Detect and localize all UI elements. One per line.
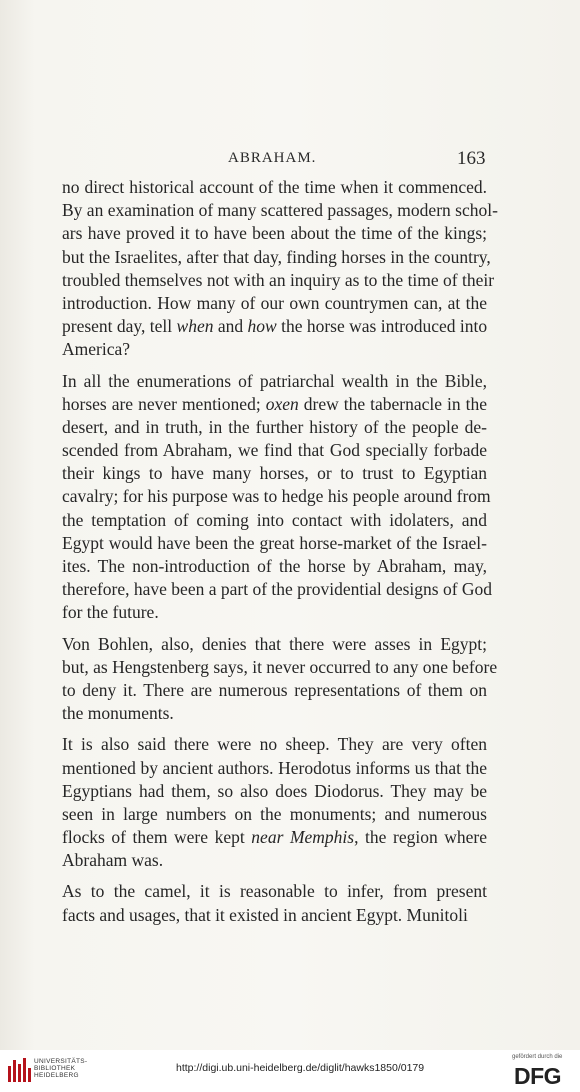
text-line: Egypt would have been the great horse-market of the Israel-: [62, 532, 487, 553]
text-line: cavalry; for his purpose was to hedge his people around from: [62, 486, 491, 507]
text-line: no direct historical account of the time when it commenced.: [62, 177, 487, 197]
text-line: seen in large numbers on the monuments; and numerous: [62, 803, 487, 824]
text-line: the monuments.: [62, 703, 174, 724]
text-line: Abraham was.: [62, 850, 164, 871]
text-line: ites. The non-introduction of the horse by Abraham, may,: [62, 556, 487, 576]
text-line: present day, tell when and how the horse was introduced into: [62, 316, 488, 337]
text-line: ars have proved it to have been about the time of the kings;: [62, 223, 487, 244]
funded-by-label: gefördert durch die: [512, 1054, 563, 1060]
text-line: Von Bohlen, also, denies that there were asses in Egypt;: [62, 633, 487, 654]
text-line: flocks of them were kept near Memphis, the region where: [62, 827, 488, 848]
paragraph-gap: [62, 625, 487, 633]
library-name-line: UNIVERSITÄTS-: [34, 1058, 88, 1065]
text-line: mentioned by ancient authors. Herodotus informs us that the: [62, 757, 487, 778]
paragraph-gap: [62, 725, 487, 733]
paragraph-gap: [62, 872, 487, 880]
text-line: therefore, have been a part of the providential designs of God: [62, 579, 493, 600]
text-line: the temptation of coming into contact with idolaters, and: [62, 509, 487, 530]
text-line: In all the enumerations of patriarchal wealth in the Bible,: [62, 370, 487, 391]
library-name-line: BIBLIOTHEK: [34, 1065, 76, 1072]
text-line: for the future.: [62, 602, 159, 623]
text-line: It is also said there were no sheep. They are very often: [62, 734, 487, 755]
text-line: but, as Hengstenberg says, it never occurred to any one before: [62, 656, 498, 677]
page-number: 163: [457, 148, 486, 169]
library-name-line: HEIDELBERG: [34, 1072, 79, 1079]
text-line: America?: [62, 339, 131, 360]
running-head: [0, 148, 580, 172]
text-line: troubled themselves not with an inquiry as to the time of their: [62, 269, 495, 290]
paragraph-gap: [62, 362, 487, 370]
text-line: introduction. How many of our own countrymen can, at the: [62, 292, 487, 313]
permalink-url[interactable]: http://digi.ub.uni-heidelberg.de/diglit/hawks1850/0179: [176, 1062, 425, 1074]
text-line: As to the camel, it is reasonable to infer, from present: [62, 881, 487, 902]
text-line: to deny it. There are numerous representations of them on: [62, 679, 487, 700]
text-line: but the Israelites, after that day, finding horses in the country,: [62, 246, 491, 267]
running-head-title: ABRAHAM.: [228, 150, 317, 166]
text-line: Egyptians had them, so also does Diodorus. They may be: [62, 780, 487, 801]
body-text: [62, 176, 498, 927]
university-library-logo-icon: [6, 1056, 32, 1084]
footer-bar: [0, 1050, 580, 1092]
text-line: horses are never mentioned; oxen drew the tabernacle in the: [62, 393, 487, 414]
text-line: By an examination of many scattered passages, modern schol-: [62, 200, 498, 221]
text-line: desert, and in truth, in the further history of the people de-: [62, 416, 487, 437]
text-line: their kings to have many horses, or to trust to Egyptian: [62, 463, 487, 484]
library-name: [34, 1058, 87, 1079]
text-line: facts and usages, that it existed in ancient Egypt. Munitoli: [62, 904, 468, 925]
dfg-logo: DFG: [514, 1063, 562, 1089]
text-line: scended from Abraham, we find that God specially forbade: [62, 440, 487, 461]
